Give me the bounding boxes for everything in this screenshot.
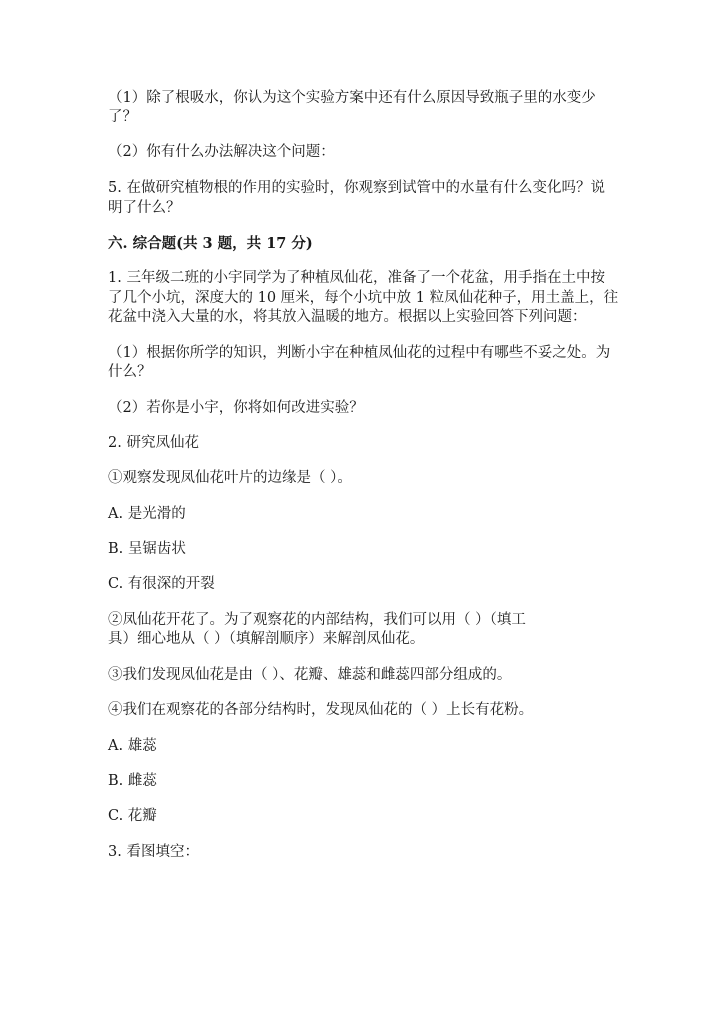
q5-line1: 5. 在做研究植物根的作用的实验时，你观察到试管中的水量有什么变化吗？说 — [108, 180, 605, 196]
q5-line2: 明了什么？ — [108, 200, 181, 216]
q4-part2: （2）你有什么办法解决这个问题： — [108, 144, 335, 160]
section6-title: 六. 综合题(共 3 题，共 17 分) — [108, 235, 313, 252]
s6q2-a-option-c: C. 有很深的开裂 — [108, 576, 215, 592]
s6q2-c: ③我们发现凤仙花是由（ ）、花瓣、雄蕊和雌蕊四部分组成的。 — [108, 667, 512, 683]
s6q2-a-option-a: A. 是光滑的 — [108, 506, 186, 522]
s6q1-part1-line2: 什么？ — [108, 364, 152, 380]
q4-part1-line1: （1）除了根吸水，你认为这个实验方案中还有什么原因导致瓶子里的水变少 — [108, 90, 596, 106]
q4-part1-line2: 了？ — [108, 109, 137, 125]
s6q2-b-line1: ②凤仙花开花了。为了观察花的内部结构，我们可以用（ ）（填工 — [108, 612, 526, 628]
s6q1-line3: 花盆中浇入大量的水，将其放入温暖的地方。根据以上实验回答下列问题： — [108, 309, 587, 325]
s6q2-d-option-b: B. 雌蕊 — [108, 773, 157, 789]
s6q2-d: ④我们在观察花的各部分结构时，发现凤仙花的（ ）上长有花粉。 — [108, 702, 534, 718]
s6q2-d-option-a: A. 雄蕊 — [108, 738, 157, 754]
s6q1-part2: （2）若你是小宇，你将如何改进实验？ — [108, 400, 364, 416]
s6q1-line1: 1. 三年级二班的小宇同学为了种植凤仙花，准备了一个花盆，用手指在土中按 — [108, 270, 605, 286]
s6q2-b-line2: 具）细心地从（ ）（填解剖顺序）来解剖凤仙花。 — [108, 631, 425, 647]
s6q2-a: ①观察发现凤仙花叶片的边缘是（ ）。 — [108, 470, 352, 486]
s6q1-line2: 了几个小坑，深度大的 10 厘米，每个小坑中放 1 粒凤仙花种子，用土盖上，往 — [108, 290, 619, 306]
s6q2-title: 2. 研究凤仙花 — [108, 435, 199, 451]
s6q2-a-option-b: B. 呈锯齿状 — [108, 541, 186, 557]
s6q3-title: 3. 看图填空： — [108, 844, 199, 860]
s6q2-d-option-c: C. 花瓣 — [108, 808, 157, 824]
s6q1-part1-line1: （1）根据你所学的知识，判断小宇在种植凤仙花的过程中有哪些不妥之处。为 — [108, 345, 611, 361]
